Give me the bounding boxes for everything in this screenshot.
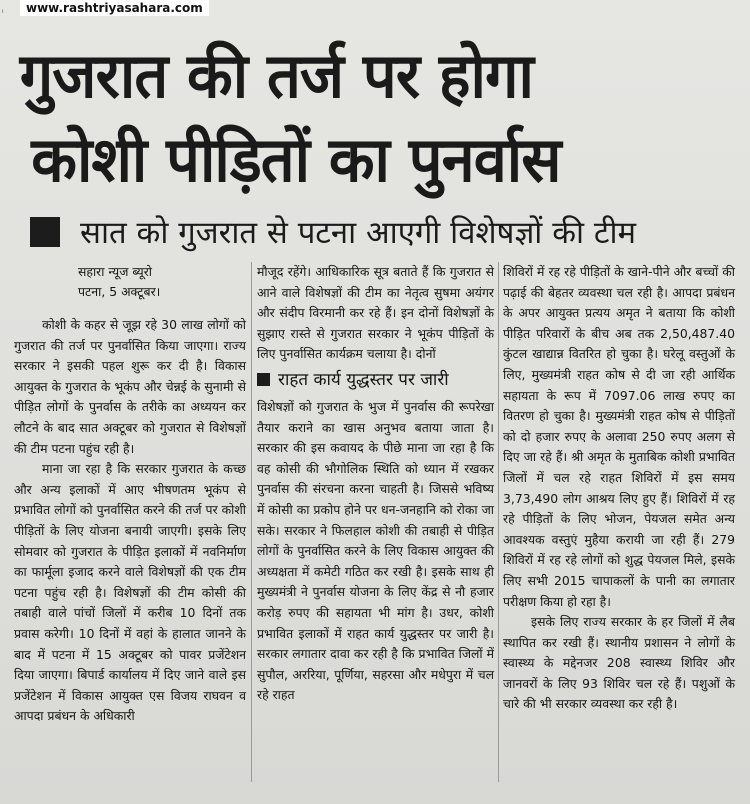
source-url: www.rashtriyasahara.com	[20, 0, 209, 16]
subheadline	[30, 212, 730, 252]
crosshead-square-icon	[257, 373, 270, 386]
column-3-paragraph-1: शिविरों में रह रहे पीड़ितों के खाने-पीने और बच्चों की पढ़ाई की बेहतर व्यवस्था चल रही है। आपदा प्रबंधन के अपर आयुक्त प्रत्यय अमृत ने बताया कि कोशी पीड़ित परिवारों के बीच अब तक 2,50,487.40 कुंटल खाद्यान्न वितरित हो चुका है। घरेलू वस्तुओं के लिए, मुख्यमंत्री राहत कोष से दी जा रही आर्थिक सहायता के रूप में 7097.06 लाख रुपए का वितरण हो चुका है। मुख्यमंत्री राहत कोष से पीड़ितों को दो हजार रुपए के अलावा 250 रुपए अलग से दिए जा रहे हैं। श्री अमृत के मुताबिक कोशी प्रभावित जिलों में चल रहे राहत शिविरों में इस समय 3,73,490 लोग आश्रय लिए हुए हैं। शिविरों में रह रहे पीड़ितों के लिए भोजन, पेयजल समेत अन्य आवश्यक वस्तुएं मुहैया करायी जा रही हैं। 279 शिविरों में रह रहे लोगों को शुद्ध पेयजल मिले, इसके लिए सभी 2015 चापाकलों के पानी का लगातार परीक्षण किया हो रहा है।	[503, 264, 735, 609]
column-2-paragraph-1: मौजूद रहेंगे। आधिकारिक सूत्र बताते हैं कि गुजरात से आने वाले विशेषज्ञों की टीम का नेतृत्व सुषमा अयंगर और संदीप विरमानी कर रहे हैं। इन दोनों विशेषज्ञों के सुझाए रास्ते से गुजरात सरकार ने भूकंप पीड़ितों के लिए पुनर्वासित कार्यक्रम चलाया है। दोनों	[257, 264, 494, 362]
bullet-square-icon	[30, 217, 60, 247]
headline	[14, 34, 715, 202]
crosshead	[257, 369, 494, 391]
subheadline-text: सात को गुजरात से पटना आएगी विशेषज्ञों की टीम	[80, 215, 637, 251]
column-1	[14, 262, 246, 727]
headline-line-1: गुजरात की तर्ज पर होगा	[19, 39, 533, 112]
column-1-paragraph-1: कोशी के कहर से जूझ रहे 30 लाख लोगों को गुजरात की तर्ज पर पुनर्वासित किया जाएगा। राज्य सरकार ने इसकी पहल शुरू कर दी है। विकास आयुक्त के गुजरात के भूकंप और चेन्नई के सुनामी से पीड़ित लोगों के पुनर्वास के तरीके का अध्ययन कर लौटने के बाद सात अक्टूबर को गुजरात से विशेषज्ञों की टीम पटना पहुंच रही है।	[14, 317, 246, 456]
column-divider	[498, 262, 499, 782]
crosshead-text: राहत कार्य युद्धस्तर पर जारी	[278, 369, 449, 390]
column-2-paragraph-2: विशेषज्ञों को गुजरात के भुज में पुनर्वास की रूपरेखा तैयार कराने का खास अनुभव बताया जाता है। सरकार की इस कवायद के पीछे माना जा रहा है कि वह कोसी की भौगोलिक स्थिति को ध्यान में रखकर पुनर्वास की संरचना करना चाहती है। जिससे भविष्य में कोसी का प्रकोप होने पर धन-जनहानि को रोका जा सके। सरकार ने फिलहाल कोशी की तबाही से पीड़ित लोगों के पुनर्वासित करने के लिए विकास आयुक्त की अध्यक्षता में कमेटी गठित कर रखी है। इसके साथ ही मुख्यमंत्री ने पुनर्वास योजना के लिए केंद्र से नौ हजार करोड़ रुपए की सहायता भी मांग है। उधर, कोशी प्रभावित इलाकों में राहत कार्य युद्धस्तर पर जारी है। सरकार लगातार दावा कर रही है कि प्रभावित जिलों में सुपौल, अररिया, पूर्णिया, सहरसा और मधेपुरा में चल रहे राहत	[257, 398, 494, 703]
column-3	[503, 262, 735, 715]
column-1-paragraph-2: माना जा रहा है कि सरकार गुजरात के कच्छ और अन्य इलाकों में आए भीषणतम भूकंप से प्रभावित लोगों को पुनर्वासित करने की तर्ज पर कोशी पीड़ितों के लिए योजना बनायी जाएगी। इसके लिए सोमवार को गुजरात के पीड़ित इलाकों में नवनिर्माण का फार्मूला इजाद करने वाले विशेषज्ञों की एक टीम पटना पहुंच रही है। विशेषज्ञों की टीम कोसी की तबाही वाले पांचों जिलों में करीब 10 दिनों तक प्रवास करेगी। 10 दिनों में वहां के हालात जानने के बाद में पटना में 15 अक्टूबर को पावर प्रजेंटेशन दिया जाएगा। बिपार्ड कार्यालय में दिए जाने वाले इस प्रजेंटेशन में विकास आयुक्त एस विजय राघवन व आपदा प्रबंधन के अधिकारी	[14, 461, 246, 724]
byline-agency: सहारा न्यूज ब्यूरो	[78, 264, 152, 279]
byline-dateline: पटना, 5 अक्टूबर।	[78, 284, 161, 299]
column-divider	[251, 262, 252, 782]
spacer	[14, 302, 246, 315]
column-2	[257, 262, 494, 706]
edge-mark: ᵢ	[2, 6, 4, 16]
column-3-paragraph-2: इसके लिए राज्य सरकार के हर जिलों में लैब स्थापित कर रखी हैं। स्थानीय प्रशासन ने लोगों के स्वास्थ्य के मद्देनजर 208 स्वास्थ्य शिविर और जानवरों के लिए 93 शिविर चल रहे हैं। पशुओं के चारे की भी सरकार व्यवस्था कर रही है।	[503, 614, 735, 712]
headline-line-2: कोशी पीड़ितों का पुनर्वास	[31, 123, 561, 196]
